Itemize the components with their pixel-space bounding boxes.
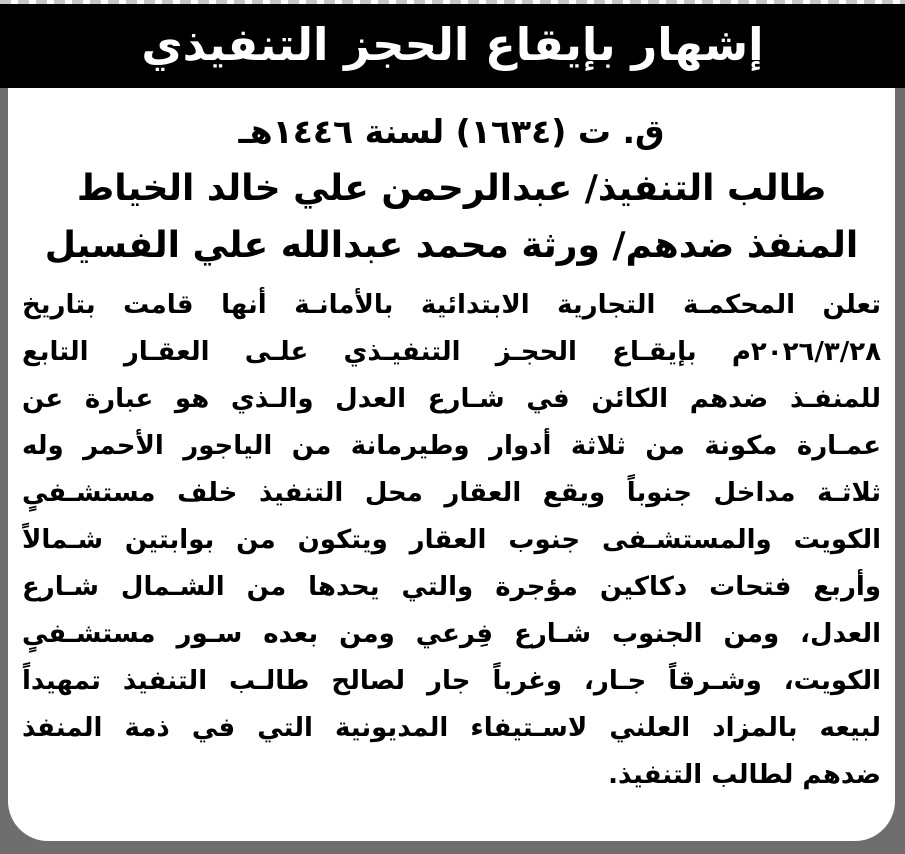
execution-requester: طالب التنفيذ/ عبدالرحمن علي خالد الخياط	[76, 168, 827, 209]
body-line: ثلاثـة مداخل جنوباً ويقع العقار محل التنفيذ خلف مستشـفىٍ	[22, 478, 881, 508]
notice-header-bar	[0, 4, 905, 88]
body-line: وأربع فتحات دكاكين مؤجرة والتي يحدها من الشـمال شـارع	[22, 572, 881, 602]
executed-against: المنفذ ضدهم/ ورثة محمد عبدالله علي الفسيل	[44, 225, 859, 266]
body-line: تعلن المحكمـة التجارية الابتدائية بالأمانـة أنها قامت بتاريخ	[22, 290, 881, 320]
case-reference: ق. ت (١٦٣٤) لسنة ١٤٤٦هـ	[238, 112, 665, 151]
body-line: عمـارة مكونة من ثلاثة أدوار وطيرمانة من الياجور الأحمر وله	[22, 431, 881, 461]
body-line: العدل، ومن الجنوب شـارع فِرعي ومن بعده سـور مستشـفىٍ	[22, 619, 881, 649]
body-line: لبيعه بالمزاد العلني لاسـتيفاء المديونية التي في ذمة المنفذ	[22, 713, 881, 743]
notice-body-panel	[8, 88, 895, 841]
notice-body-text	[22, 282, 881, 799]
notice-title: إشهار بإيقاع الحجز التنفيذي	[141, 17, 764, 71]
body-line: للمنفـذ ضدهم الكائن في شـارع العدل والـذي هو عبارة عن	[22, 384, 881, 414]
body-line: الكويت، وشـرقاً جـار، وغرباً جار لصالح طالـب التنفيذ تمهيداً	[22, 666, 881, 696]
body-line-last: ضدهم لطالب التنفيذ.	[608, 760, 881, 790]
body-line: ٢٠٢٦/٣/٢٨م بإيقـاع الحجـز التنفيـذي علـى العقـار التابع	[22, 337, 881, 367]
body-line: الكويت والمستشـفى جنوب العقار ويتكون من بوابتين شـمالاً	[22, 525, 881, 555]
